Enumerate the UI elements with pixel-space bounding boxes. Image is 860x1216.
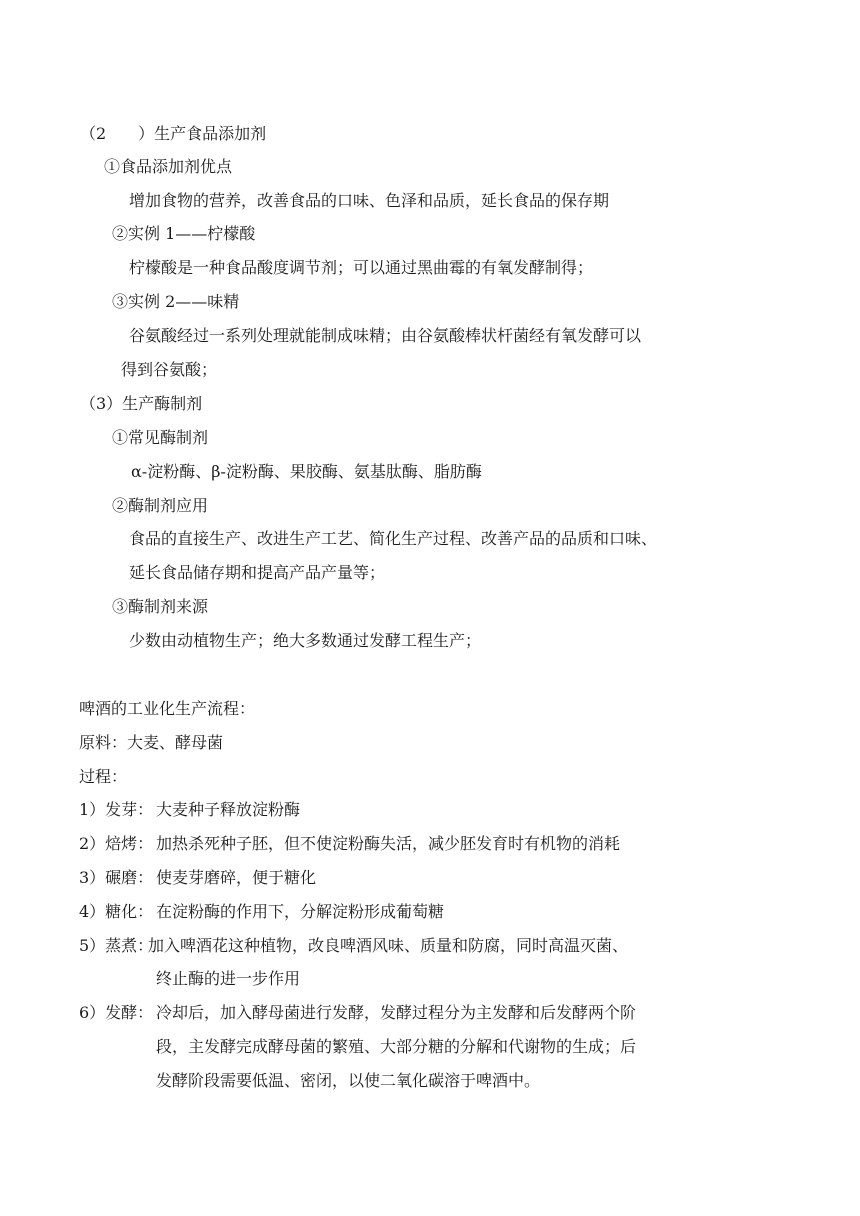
step-3-text: 使麦芽磨碎，便于糖化	[156, 868, 317, 887]
step-1-label: 1）发芽：	[79, 800, 154, 819]
step-5-label: 5）蒸煮：	[79, 936, 154, 955]
step-1-text: 大麦种子释放淀粉酶	[156, 800, 301, 819]
step-3-label: 3）碾磨：	[79, 868, 154, 887]
step-5-text-line1: 加入啤酒花这种植物，改良啤酒风味、质量和防腐，同时高温灭菌、	[148, 936, 629, 955]
step-2-label: 2）焙烤：	[79, 834, 154, 853]
example2-text-line1: 谷氨酸经过一系列处理就能制成味精；由谷氨酸棒状杆菌经有氧发酵可以	[129, 326, 642, 345]
beer-title: 啤酒的工业化生产流程：	[79, 699, 256, 718]
step-4-label: 4）糖化：	[79, 902, 154, 921]
advantages-heading: ①食品添加剂优点	[104, 157, 233, 176]
example2-text-line2: 得到谷氨酸；	[121, 360, 218, 379]
step-2-text: 加热杀死种子胚，但不使淀粉酶失活，减少胚发育时有机物的消耗	[156, 834, 621, 853]
step-6-text-line3: 发酵阶段需要低温、密闭，以使二氧化碳溶于啤酒中。	[156, 1071, 541, 1090]
example2-heading: ③实例 2——味精	[112, 292, 240, 311]
section2-heading: （2 ）生产食品添加剂	[80, 124, 267, 143]
source-heading: ③酶制剂来源	[112, 597, 209, 616]
example1-heading: ②实例 1——柠檬酸	[112, 224, 256, 243]
step-4-text: 在淀粉酶的作用下，分解淀粉形成葡萄糖	[156, 902, 445, 921]
common-enzymes-heading: ①常见酶制剂	[112, 428, 209, 447]
application-heading: ②酶制剂应用	[112, 496, 209, 515]
step-6-text-line2: 段，主发酵完成酵母菌的繁殖、大部分糖的分解和代谢物的生成；后	[156, 1037, 637, 1056]
application-text-line2: 延长食品储存期和提高产品产量等；	[129, 563, 386, 582]
beer-process-label: 过程：	[79, 767, 128, 786]
step-6-label: 6）发酵：	[79, 1003, 154, 1022]
step-5-text-line2: 终止酶的进一步作用	[156, 969, 301, 988]
section3-heading: （3）生产酶制剂	[80, 394, 203, 413]
step-6-text-line1: 冷却后，加入酵母菌进行发酵，发酵过程分为主发酵和后发酵两个阶	[156, 1003, 637, 1022]
advantages-text: 增加食物的营养，改善食品的口味、色泽和品质，延长食品的保存期	[129, 191, 610, 210]
beer-materials: 原料：大麦、酵母菌	[79, 733, 224, 752]
source-text: 少数由动植物生产；绝大多数通过发酵工程生产；	[129, 631, 482, 650]
example1-text: 柠檬酸是一种食品酸度调节剂；可以通过黑曲霉的有氧发酵制得；	[129, 258, 594, 277]
application-text-line1: 食品的直接生产、改进生产工艺、简化生产过程、改善产品的品质和口味、	[129, 529, 658, 548]
common-enzymes-text: α-淀粉酶、β-淀粉酶、果胶酶、氨基肽酶、脂肪酶	[131, 462, 482, 481]
